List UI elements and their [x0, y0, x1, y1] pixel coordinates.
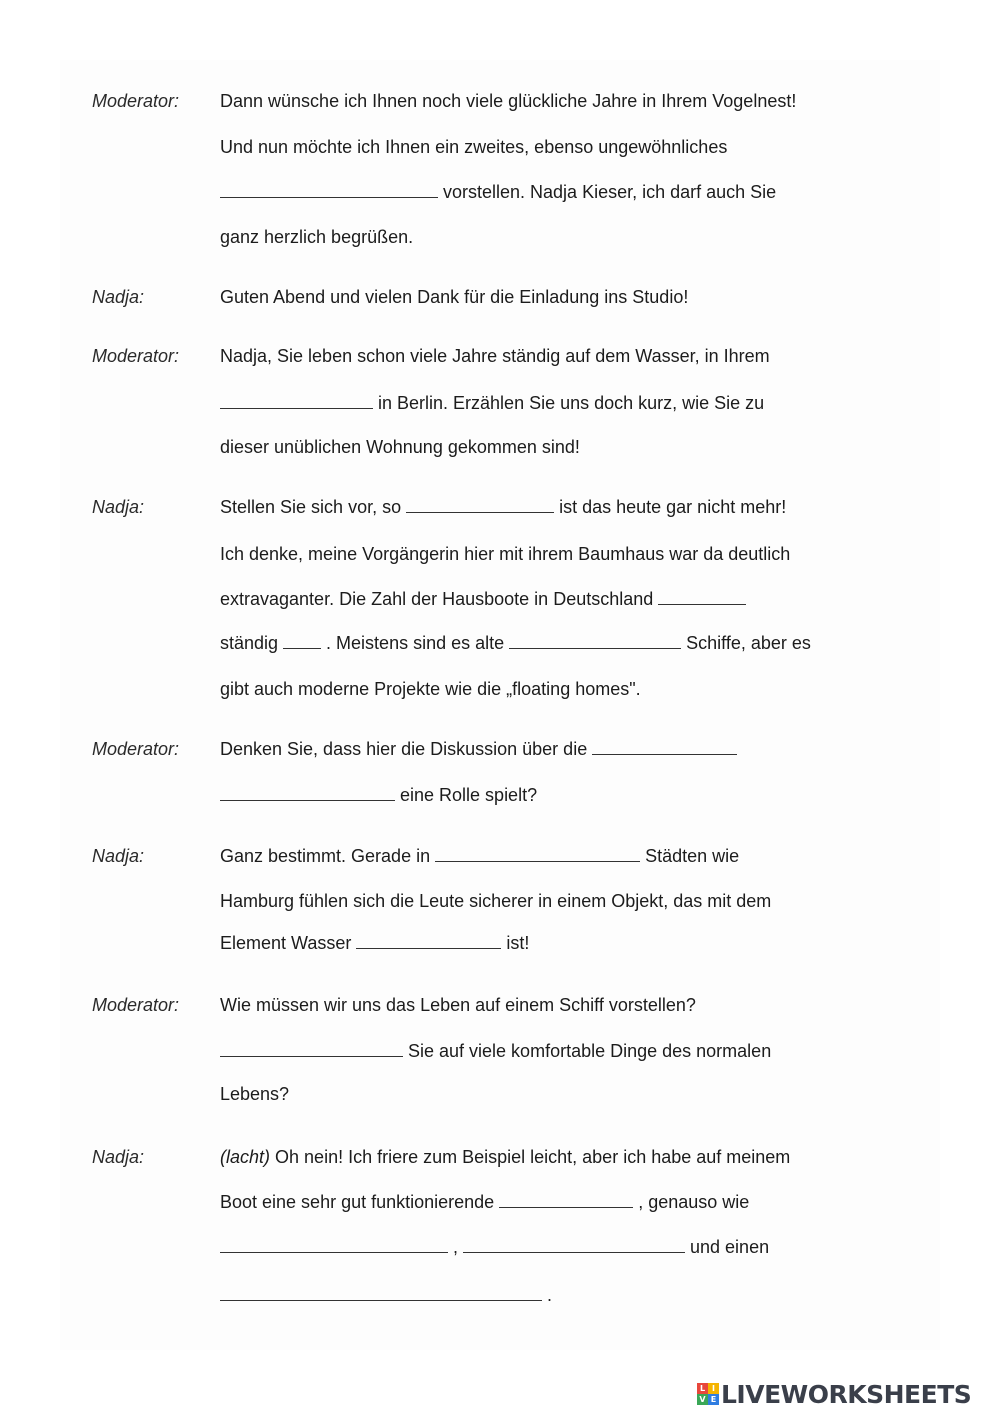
blank-input[interactable]	[220, 1234, 448, 1253]
stage-direction: (lacht)	[220, 1147, 271, 1167]
blank-input[interactable]	[463, 1234, 685, 1253]
speaker-label: Moderator:	[92, 346, 180, 366]
logo-text: LIVEWORKSHEETS	[721, 1379, 972, 1409]
dialog-text	[220, 780, 537, 810]
dialog-line	[0, 1280, 1000, 1310]
blank-input[interactable]	[658, 586, 746, 605]
dialog-text	[220, 841, 739, 871]
dialog-text: Nadja, Sie leben schon viele Jahre ständig auf dem Wasser, in Ihrem	[220, 346, 770, 366]
logo-badge-icon	[697, 1383, 719, 1405]
dialog-line	[0, 432, 1000, 462]
blank-input[interactable]	[220, 1282, 542, 1301]
dialog-line	[0, 177, 1000, 207]
blank-input[interactable]	[220, 179, 438, 198]
dialog-fragment: Oh nein! Ich friere zum Beispiel leicht, aber ich habe auf meinem	[275, 1147, 791, 1167]
dialog-line	[0, 584, 1000, 614]
speaker-label: Nadja:	[92, 287, 145, 307]
blank-input[interactable]	[220, 390, 373, 409]
dialog-fragment: , genauso wie	[638, 1192, 750, 1212]
logo-badge-letter: I	[708, 1383, 719, 1394]
dialog-text	[220, 584, 751, 614]
dialog-text: ganz herzlich begrüßen.	[220, 227, 414, 247]
dialog-fragment: Element Wasser	[220, 933, 352, 953]
dialog-text: Wie müssen wir uns das Leben auf einem Schiff vorstellen?	[220, 995, 696, 1015]
blank-input[interactable]	[220, 1038, 403, 1057]
logo-badge-letter: L	[697, 1383, 708, 1394]
dialog-line	[0, 492, 1000, 522]
speaker-label: Moderator:	[92, 739, 180, 759]
dialog-text: gibt auch moderne Projekte wie die „floating homes".	[220, 679, 641, 699]
dialog-fragment: Denken Sie, dass hier die Diskussion über die	[220, 739, 588, 759]
dialog-line	[0, 1079, 1000, 1109]
dialog-fragment: extravaganter. Die Zahl der Hausboote in Deutschland	[220, 589, 654, 609]
dialog-fragment: .	[547, 1285, 553, 1305]
dialog-fragment: ständig	[220, 633, 279, 653]
dialog-text: dieser unüblichen Wohnung gekommen sind!	[220, 437, 580, 457]
blank-input[interactable]	[592, 736, 737, 755]
dialog-fragment: Sie auf viele komfortable Dinge des normalen	[408, 1041, 772, 1061]
blank-input[interactable]	[220, 782, 395, 801]
dialog-line	[0, 1187, 1000, 1217]
dialog-line	[0, 734, 1000, 764]
dialog-line	[0, 628, 1000, 658]
dialog-line	[0, 1142, 1000, 1172]
blank-input[interactable]	[499, 1189, 633, 1208]
dialog-fragment: in Berlin. Erzählen Sie uns doch kurz, wie Sie zu	[378, 393, 765, 413]
dialog-text	[220, 1036, 771, 1066]
speaker-label: Nadja:	[92, 846, 145, 866]
dialog-text	[220, 1280, 552, 1310]
dialog-text	[220, 734, 742, 764]
speaker-label: Nadja:	[92, 497, 145, 517]
dialog-line	[0, 1036, 1000, 1066]
dialog-line	[0, 990, 1000, 1020]
dialog-fragment: ,	[453, 1237, 459, 1257]
dialog-fragment: Städten wie	[645, 846, 740, 866]
dialog-text: Lebens?	[220, 1084, 290, 1104]
dialog-line	[0, 674, 1000, 704]
dialog-line	[0, 780, 1000, 810]
dialog-fragment: und einen	[690, 1237, 770, 1257]
dialog-text	[220, 1232, 769, 1262]
dialog-text	[220, 1142, 790, 1172]
logo-badge-letter: V	[697, 1394, 708, 1405]
dialog-line	[0, 132, 1000, 162]
dialog-text	[220, 177, 776, 207]
dialog-text	[220, 388, 764, 418]
dialog-text	[220, 492, 786, 522]
blank-input[interactable]	[283, 630, 321, 649]
blank-input[interactable]	[435, 843, 640, 862]
dialog-line	[0, 841, 1000, 871]
dialog-fragment: eine Rolle spielt?	[400, 785, 538, 805]
dialog-line	[0, 341, 1000, 371]
dialog-fragment: ist!	[506, 933, 530, 953]
dialog-line	[0, 222, 1000, 252]
dialog-fragment: Schiffe, aber es	[686, 633, 811, 653]
dialog-line	[0, 928, 1000, 958]
dialog-line	[0, 539, 1000, 569]
dialog-text: Dann wünsche ich Ihnen noch viele glückliche Jahre in Ihrem Vogelnest!	[220, 91, 797, 111]
liveworksheets-logo	[697, 1379, 971, 1409]
dialog-fragment: ist das heute gar nicht mehr!	[559, 497, 787, 517]
dialog-line	[0, 886, 1000, 916]
dialog-text: Guten Abend und vielen Dank für die Einladung ins Studio!	[220, 287, 689, 307]
dialog-fragment: Stellen Sie sich vor, so	[220, 497, 402, 517]
speaker-label: Moderator:	[92, 995, 180, 1015]
speaker-label: Moderator:	[92, 91, 180, 111]
dialog-fragment: Boot eine sehr gut funktionierende	[220, 1192, 495, 1212]
blank-input[interactable]	[406, 494, 554, 513]
dialog-line	[0, 388, 1000, 418]
dialog-line	[0, 1232, 1000, 1262]
dialog-text: Hamburg fühlen sich die Leute sicherer in einem Objekt, das mit dem	[220, 891, 772, 911]
dialog-text	[220, 628, 811, 658]
dialog-text: Ich denke, meine Vorgängerin hier mit ihrem Baumhaus war da deutlich	[220, 544, 791, 564]
blank-input[interactable]	[509, 630, 681, 649]
dialog-text: Und nun möchte ich Ihnen ein zweites, ebenso ungewöhnliches	[220, 137, 728, 157]
dialog-fragment: Ganz bestimmt. Gerade in	[220, 846, 431, 866]
dialog-fragment: vorstellen. Nadja Kieser, ich darf auch Sie	[443, 182, 777, 202]
dialog-text	[220, 1187, 749, 1217]
dialog-line	[0, 86, 1000, 116]
dialog-text	[220, 928, 529, 958]
dialog-line	[0, 282, 1000, 312]
blank-input[interactable]	[356, 930, 501, 949]
logo-badge-letter: E	[708, 1394, 719, 1405]
speaker-label: Nadja:	[92, 1147, 145, 1167]
dialog-fragment: . Meistens sind es alte	[326, 633, 505, 653]
